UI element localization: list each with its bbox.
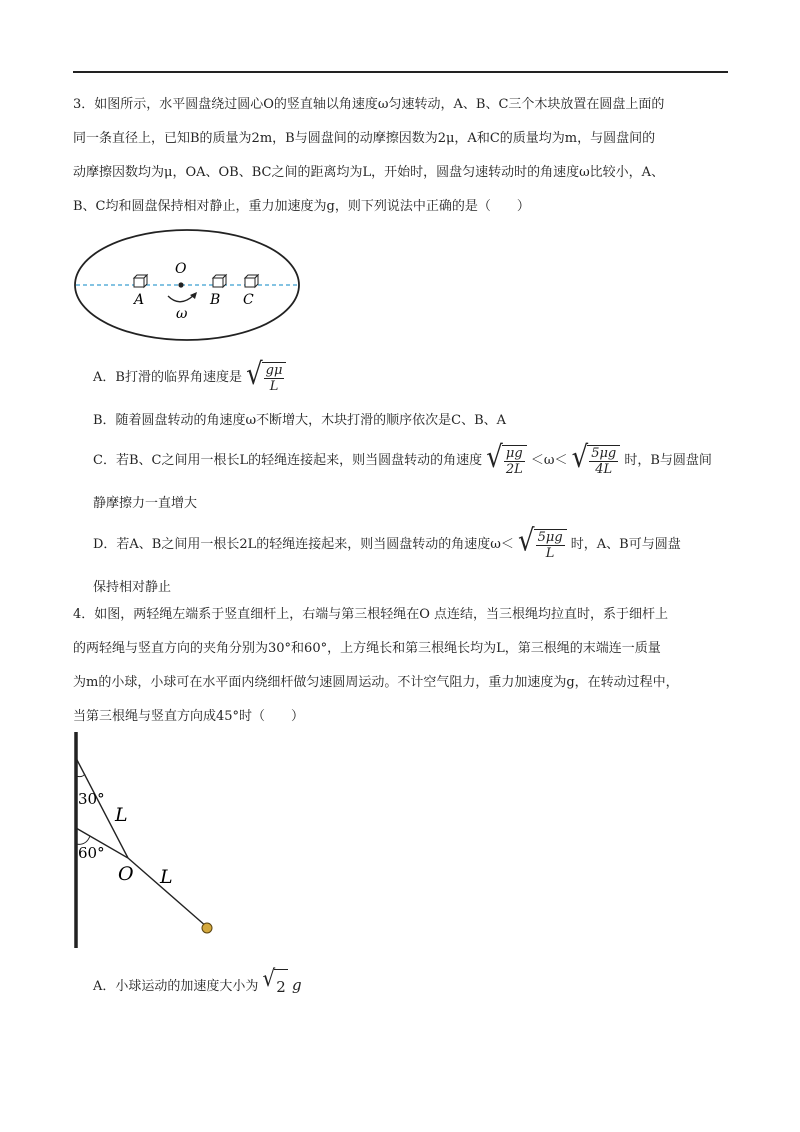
q4-stem-line-4: 当第三根绳与竖直方向成45°时（ ） xyxy=(73,709,305,724)
sqrt-expression: √ 2 xyxy=(263,969,288,1004)
gravity-symbol: g xyxy=(291,976,302,994)
label-o: O xyxy=(175,261,187,277)
label-omega: ω xyxy=(176,306,188,322)
label-l-upper: L xyxy=(115,804,128,826)
q4-option-a-text: A．小球运动的加速度大小为 xyxy=(93,979,259,994)
sqrt-expression: √ $\frac{g\mu}{L}$ xyxy=(246,362,286,394)
q3-stem-line-1: 3．如图所示，水平圆盘绕过圆心O的竖直轴以角速度ω匀速转动，A、B、C三个木块放置在圆盘上面的 xyxy=(73,97,665,112)
q3-option-d-continued: 保持相对静止 xyxy=(93,580,172,595)
label-c: C xyxy=(243,292,254,308)
q3-option-c-text-2: 时，B与圆盘间 xyxy=(624,453,712,468)
q4-stem-line-1: 4．如图，两轻绳左端系于竖直细杆上，右端与第三根轻绳在O 点连结，当三根绳均拉直时，系于细杆上 xyxy=(73,607,669,622)
label-a: A xyxy=(134,292,145,308)
q3-disk-figure xyxy=(72,228,304,348)
q3-option-b[interactable]: B．随着圆盘转动的角速度ω不断增大，木块打滑的顺序依次是C、B、A xyxy=(93,413,507,428)
q3-option-d[interactable] xyxy=(93,523,733,562)
q3-option-c-text-1: C．若B、C之间用一根长L的轻绳连接起来，则当圆盘转动的角速度 xyxy=(93,453,483,468)
q3-option-c-continued: 静摩擦力一直增大 xyxy=(93,496,198,511)
q4-option-a[interactable] xyxy=(93,964,733,1004)
sqrt-expression-2: √ $\frac{5\mu g}{4L}$ xyxy=(572,445,621,477)
q4-stem-line-2: 的两轻绳与竖直方向的夹角分别为30°和60°，上方绳长和第三根绳长均为L，第三根绳的末端连一质量 xyxy=(73,641,661,656)
q3-option-a[interactable] xyxy=(93,356,733,395)
q3-stem-line-2: 同一条直径上，已知B的质量为2m，B与圆盘间的动摩擦因数为2μ，A和C的质量均为m，与圆盘间的 xyxy=(73,131,656,146)
header-rule xyxy=(73,71,728,73)
q3-option-d-text-2: 时，A、B可与圆盘 xyxy=(570,537,681,552)
q4-rope-figure xyxy=(70,730,230,952)
label-o: O xyxy=(118,863,134,885)
q4-stem-line-3: 为m的小球，小球可在水平面内绕细杆做匀速圆周运动。不计空气阻力，重力加速度为g，在转动过程中， xyxy=(73,675,679,690)
sqrt-expression-1: √ $\frac{\mu g}{2L}$ xyxy=(486,445,526,477)
q3-option-c[interactable] xyxy=(93,439,733,478)
q3-option-a-text: A．B打滑的临界角速度是 xyxy=(93,370,242,385)
angle-30-label: 30° xyxy=(78,790,105,808)
sqrt-expression: √ $\frac{5\mu g}{L}$ xyxy=(518,529,567,561)
label-b: B xyxy=(210,292,221,308)
inequality: ＜ω＜ xyxy=(530,453,568,468)
q3-option-d-text-1: D．若A、B之间用一根长2L的轻绳连接起来，则当圆盘转动的角速度ω＜ xyxy=(93,537,514,552)
q3-stem-line-4: B、C均和圆盘保持相对静止，重力加速度为g，则下列说法中正确的是（ ） xyxy=(73,199,530,214)
label-l-lower: L xyxy=(160,866,173,888)
angle-60-label: 60° xyxy=(78,844,105,862)
q3-stem-line-3: 动摩擦因数均为μ，OA、OB、BC之间的距离均为L，开始时，圆盘匀速转动时的角速度ω比较小，A、 xyxy=(73,165,665,180)
